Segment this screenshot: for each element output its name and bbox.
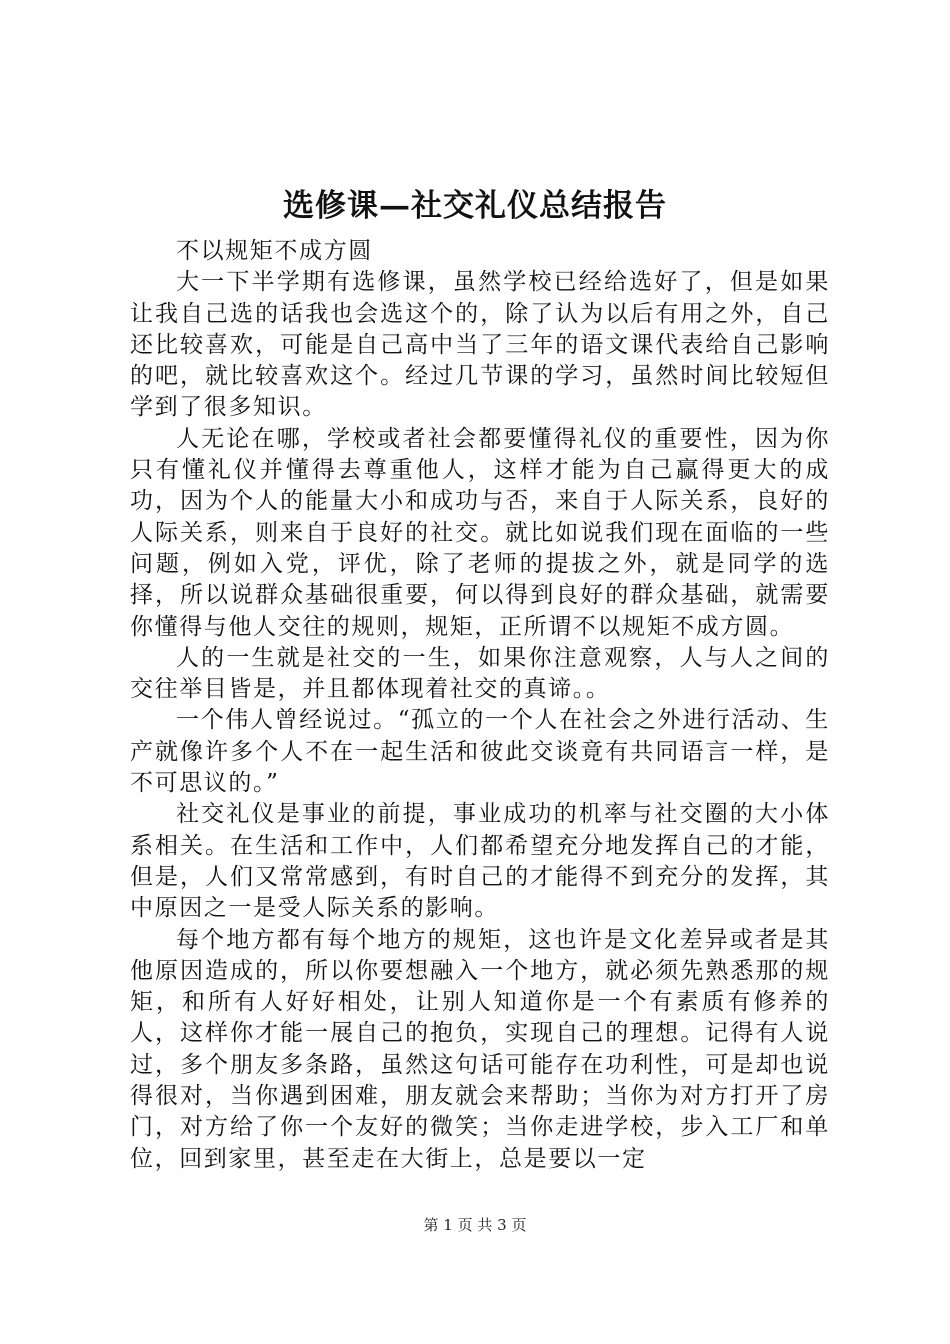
page-number-footer: 第 1 页 共 3 页 [423,1216,527,1234]
body-paragraph: 社交礼仪是事业的前提，事业成功的机率与社交圈的大小体系相关。在生活和工作中，人们都希望充分地发挥自己的才能，但是，人们又常常感到，有时自己的才能得不到充分的发挥，其中原因之一是受人际关系的影响。 [130,801,830,922]
body-paragraph: 大一下半学期有选修课，虽然学校已经给选好了，但是如果让我自己选的话我也会选这个的，除了认为以后有用之外，自己还比较喜欢，可能是自己高中当了三年的语文课代表给自己影响的吧，就比较喜欢这个。经过几节课的学习，虽然时间比较短但学到了很多知识。 [130,269,830,421]
document-body [130,236,830,1175]
body-paragraph: 人的一生就是社交的一生，如果你注意观察，人与人之间的交往举目皆是，并且都体现着社交的真谛。。 [130,644,830,703]
body-paragraph: 人无论在哪，学校或者社会都要懂得礼仪的重要性，因为你只有懂礼仪并懂得去尊重他人，这样才能为自己赢得更大的成功，因为个人的能量大小和成功与否，来自于人际关系，良好的人际关系，则来自于良好的社交。就比如说我们现在面临的一些问题，例如入党，评优，除了老师的提拔之外，就是同学的选择，所以说群众基础很重要，何以得到良好的群众基础，就需要你懂得与他人交往的规则，规矩，正所谓不以规矩不成方圆。 [130,425,830,640]
document-title: 选修课—社交礼仪总结报告 [283,188,667,224]
body-paragraph: 每个地方都有每个地方的规矩，这也许是文化差异或者是其他原因造成的，所以你要想融入一个地方，就必须先熟悉那的规矩，和所有人好好相处，让别人知道你是一个有素质有修养的人，这样你才能一展自己的抱负，实现自己的理想。记得有人说过，多个朋友多条路，虽然这句话可能存在功利性，可是却也说得很对，当你遇到困难，朋友就会来帮助；当你为对方打开了房门，对方给了你一个友好的微笑；当你走进学校，步入工厂和单位，回到家里，甚至走在大街上，总是要以一定 [130,926,830,1172]
subtitle-paragraph: 不以规矩不成方圆 [176,238,373,264]
body-paragraph: 一个伟人曾经说过。“孤立的一个人在社会之外进行活动、生产就像许多个人不在一起生活和彼此交谈竟有共同语言一样，是不可思议的。” [130,707,830,797]
